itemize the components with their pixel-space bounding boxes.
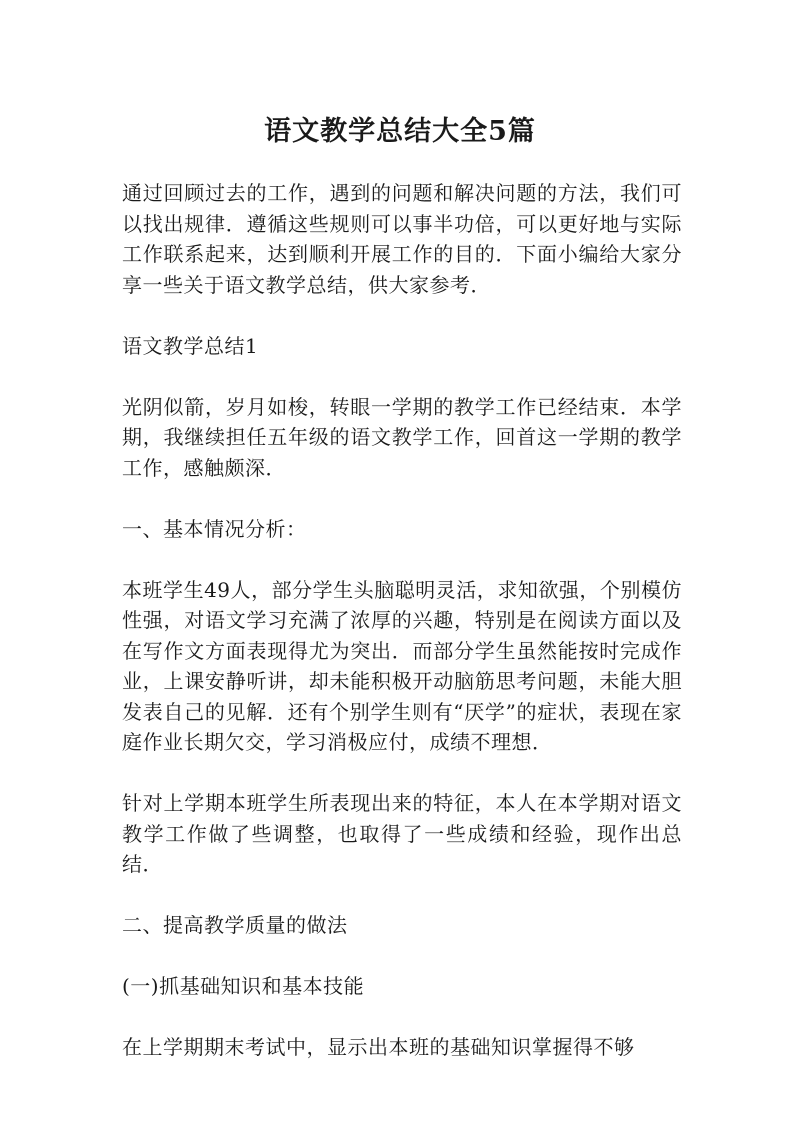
intro-paragraph: 通过回顾过去的工作，遇到的问题和解决问题的方法，我们可以找出规律．遵循这些规则可以事半功倍，可以更好地与实际工作联系起来，达到顺利开展工作的目的．下面小编给大家分享一些关于语文教学总结，供大家参考． bbox=[122, 181, 682, 297]
subsection-heading-fundamentals: (一)抓基础知识和基本技能 bbox=[122, 974, 365, 998]
body-paragraph: 在上学期期末考试中，显示出本班的基础知识掌握得不够 bbox=[122, 1035, 635, 1059]
section-heading-teaching-quality: 二、提高教学质量的做法 bbox=[122, 913, 348, 937]
section-heading-summary-1: 语文教学总结1 bbox=[122, 333, 259, 358]
body-paragraph: 针对上学期本班学生所表现出来的特征，本人在本学期对语文教学工作做了些调整，也取得了一些成绩和经验，现作出总结． bbox=[122, 791, 682, 876]
body-paragraph: 本班学生49人，部分学生头脑聪明灵活，求知欲强，个别模仿性强，对语文学习充满了浓厚的兴趣，特别是在阅读方面以及在写作文方面表现得尤为突出．而部分学生虽然能按时完成作业，上课安静听讲，却未能积极开动脑筋思考问题，未能大胆发表自己的见解．还有个别学生则有“厌学”的症状，表现在家庭作业长期欠交，学习消极应付，成绩不理想． bbox=[122, 577, 682, 754]
document-body bbox=[122, 178, 682, 1093]
section-heading-basic-analysis: 一、基本情况分析： bbox=[122, 516, 307, 541]
body-paragraph: 光阴似箭，岁月如梭，转眼一学期的教学工作已经结束．本学期，我继续担任五年级的语文教学工作，回首这一学期的教学工作，感触颇深． bbox=[122, 394, 682, 480]
document-title: 语文教学总结大全5篇 bbox=[264, 116, 536, 147]
